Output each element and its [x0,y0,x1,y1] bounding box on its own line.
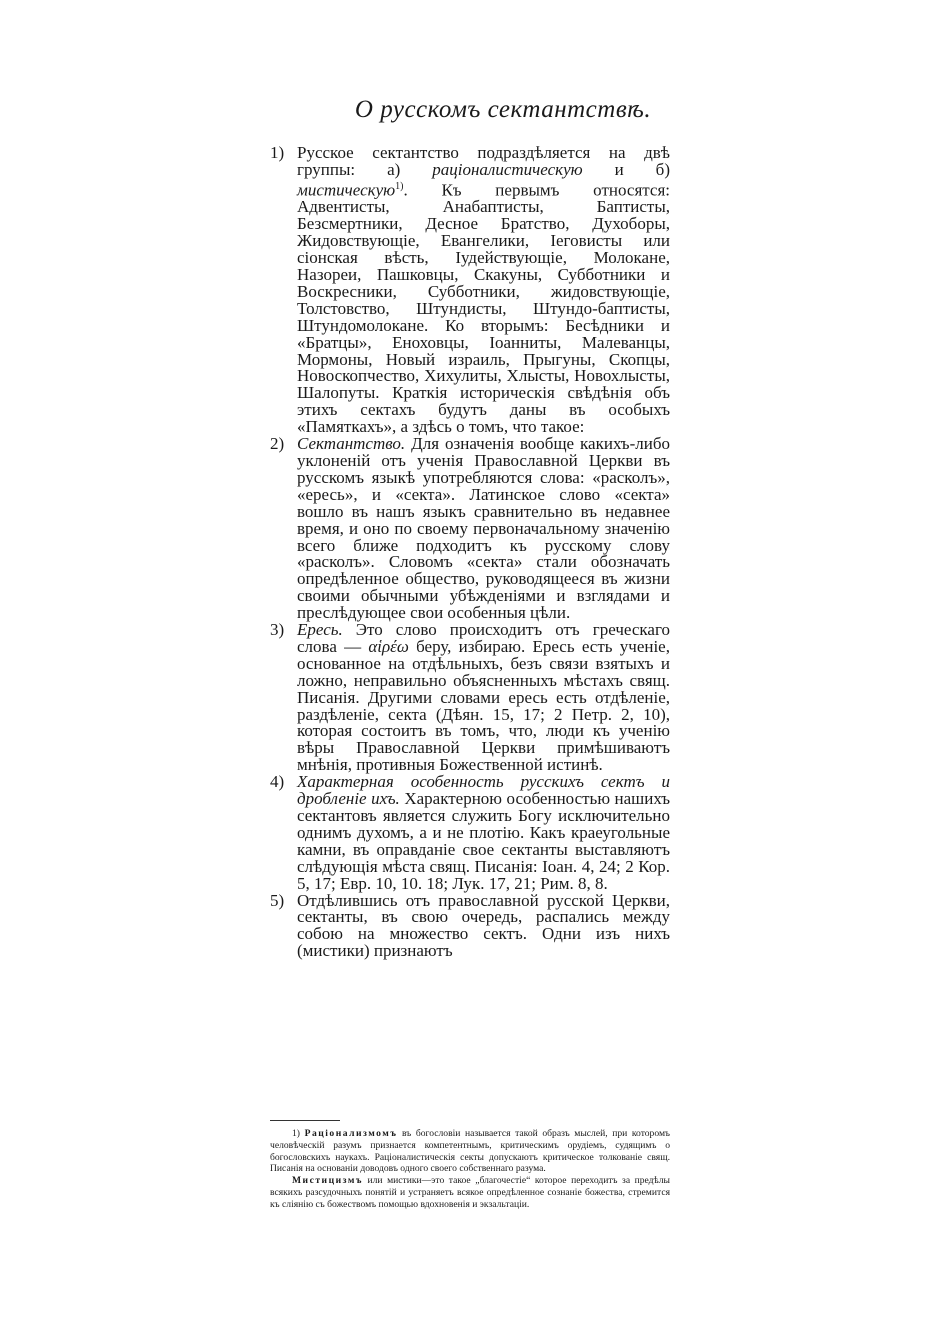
section-4 [270,774,670,892]
section-2 [270,436,670,622]
footnote-term: Мистицизмъ [292,1175,363,1187]
section-text [297,622,670,774]
footnote-rationalism [270,1128,670,1175]
section-text [297,890,670,961]
section-body: Это слово происходитъ отъ греческаго слова — [297,620,670,656]
section-3 [270,622,670,774]
footnote-ref: 1) [395,180,404,192]
section-text [297,774,670,892]
section-body: Отдѣлившись отъ православной русской Церкви, сектанты, въ свою очередь, распались между собою на множество сектъ. Одни изъ нихъ (мистики) признаютъ [297,890,670,961]
section-number: 1) [270,143,285,162]
main-text-column [270,145,670,960]
section-5 [270,890,670,961]
footnote-term: Раціонализмомъ [304,1128,398,1139]
section-body-continued: беру, избираю. Ересь есть ученіе, основанное на отдѣльныхъ, безъ связи взятыхъ и ложно, неправильно объясненныхъ мѣстахъ свящ. Писанія. Другими словами ересь есть отдѣленіе, раздѣленіе, секта (Дѣян. 15, 17; 2 Петр. 2, 10), которая состоитъ въ томъ, что, люди къ ученію вѣры Православной Церкви примѣшиваютъ мнѣнія, противныя Божественной истинѣ. [297,636,670,775]
footnote-text: въ богословіи называется такой образъ мыслей, при которомъ человѣческій разумъ признается компетентнымъ, критическимъ орудіемъ, судящимъ о богословскихъ наукахъ. Раціоналистическія секты допускаютъ критическое толкованіе свящ. Писанія на основаніи доводовъ одного своего собственнаго разума. [270,1128,671,1175]
section-body: Характерною особенностью нашихъ сектантовъ является служить Богу исключительно однимъ духомъ, а и не плотію. Какъ краеугольные камни, въ оправданіе свое сектанты выставляютъ слѣдующія мѣста свящ. Писанія: Іоан. 4, 24; 2 Кор. 5, 17; Евр. 10, 10. 18; Лук. 17, 21; Рим. 8, 8. [297,789,671,893]
footnotes [270,1128,670,1211]
section-1-intro: Русское сектантство подраздѣляется на двѣ группы: а) [297,143,670,179]
term-rationalist: раціоналистическую [432,159,583,179]
section-number: 2) [270,434,285,454]
section-heading: Ересь. [297,620,343,640]
term-mystic: мистическую [297,180,396,200]
section-text [297,436,670,622]
greek-word: αἱρέω [368,636,409,656]
footnote-mysticism [270,1175,670,1210]
page-title: О русскомъ сектантствѣ. [354,96,652,123]
section-number: 4) [270,772,285,792]
section-number: 5) [270,890,285,910]
section-1-body: . Къ первымъ относятся: Адвентисты, Анабаптисты, Баптисты, Безсмертники, Десное Братство, Духоборы, Жидовствующіе, Евангелики, Іеговисты или сіонская вѣсть, Іудействующіе, Молокане, Назореи, Пашковцы, Скакуны, Субботники и Воскресники, Субботники, жидовствующіе, Толстовство, Штундисты, Штундо-баптисты, Штундомолокане. Ко вторымъ: Бесѣдники и «Братцы», Еноховцы, Іоанниты, Малеванцы, Мормоны, Новый израиль, Прыгуны, Скопцы, Новоскопчество, Хихулиты, Хлысты, Новохлысты, Шалопуты. Краткія историческія свѣдѣнія объ этихъ сектахъ будутъ даны въ особыхъ «Памяткахъ», а здѣсь о томъ, что такое: [297,180,670,437]
section-text [297,145,670,436]
section-1 [270,145,670,436]
section-1-conj: и б) [582,159,670,179]
section-number: 3) [270,620,285,640]
footnote-text: или мистики—это такое „благочестіе“ которое переходитъ за предѣлы всякихъ разсудочныхъ понятій и устраняетъ всякое опредѣленное сознаніе божества, стремится къ слiянію съ божествомъ помощью вдохновенія и экзальтаціи. [270,1175,670,1210]
section-heading: Сектантство. [297,434,406,454]
section-heading: Характерная особенность русскихъ сектъ и дробленіе ихъ. [297,772,670,809]
footnote-divider [270,1120,340,1121]
section-body: Для означенія вообще какихъ-либо уклоненій отъ ученія Православной Церкви въ русскомъ языкѣ употребляются слова: «расколъ», «ересь», и «секта». Латинское слово «секта» вошло въ нашъ языкъ сравнительно въ недавнее время, и оно по своему первоначальному значенію всего ближе подходитъ къ русскому слову «расколъ». Словомъ «секта» стали обозначать опредѣленное общество, руководящееся въ жизни своими обычными убѣжденіями и взглядами и преслѣдующее свои особенныя цѣли. [297,434,670,623]
footnote-marker: 1) [292,1128,305,1139]
